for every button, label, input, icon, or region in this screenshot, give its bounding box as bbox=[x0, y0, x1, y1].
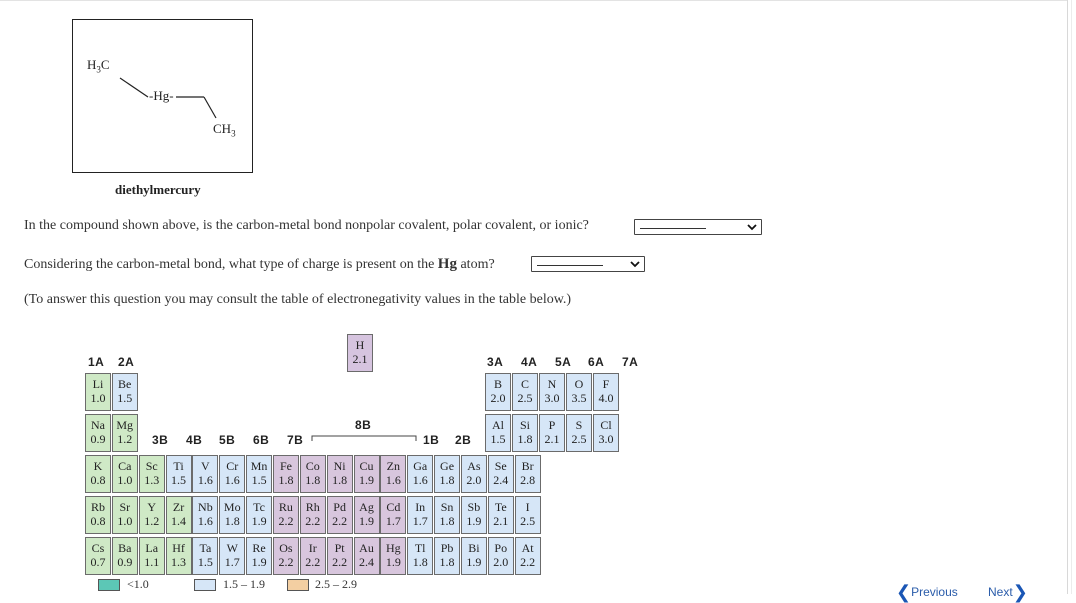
element-cell-fe bbox=[273, 455, 299, 493]
element-cell-li bbox=[85, 373, 111, 411]
element-cell-os bbox=[273, 537, 299, 575]
element-symbol: N bbox=[547, 377, 557, 391]
element-symbol: Rh bbox=[305, 500, 320, 514]
element-symbol: Pt bbox=[334, 541, 345, 555]
element-electronegativity: 1.7 bbox=[412, 514, 428, 528]
next-label: Next bbox=[988, 585, 1013, 599]
question-2-text bbox=[24, 256, 495, 273]
element-symbol: Sc bbox=[145, 459, 158, 473]
element-cell-k bbox=[85, 455, 111, 493]
molecule-caption: diethylmercury bbox=[115, 182, 201, 197]
element-symbol: Fe bbox=[279, 459, 292, 473]
molecule-structure-box bbox=[72, 19, 253, 173]
element-cell-ru bbox=[273, 496, 299, 534]
element-electronegativity: 1.9 bbox=[359, 514, 374, 528]
element-symbol: Pd bbox=[333, 500, 346, 514]
group-label-7b: 7B bbox=[287, 433, 304, 447]
group-label-3b: 3B bbox=[152, 433, 169, 447]
element-symbol: F bbox=[602, 377, 610, 391]
element-symbol: Au bbox=[359, 541, 374, 555]
element-symbol: Br bbox=[521, 459, 534, 473]
element-symbol: V bbox=[201, 459, 210, 473]
element-cell-ni bbox=[327, 455, 353, 493]
element-cell-la bbox=[139, 537, 165, 575]
element-cell-mg bbox=[112, 414, 138, 452]
element-cell-hg bbox=[380, 537, 406, 575]
element-symbol: Zn bbox=[386, 459, 401, 473]
legend-label-low: <1.0 bbox=[127, 577, 149, 591]
bond-type-select[interactable] bbox=[634, 219, 762, 235]
element-electronegativity: 0.9 bbox=[117, 555, 133, 569]
element-cell-c bbox=[512, 373, 538, 411]
element-symbol: B bbox=[493, 377, 502, 391]
element-electronegativity: 1.7 bbox=[224, 555, 240, 569]
element-cell-pd bbox=[327, 496, 353, 534]
element-electronegativity: 2.1 bbox=[544, 432, 560, 446]
element-symbol: Na bbox=[91, 418, 105, 432]
element-electronegativity: 2.2 bbox=[332, 555, 348, 569]
element-cell-h bbox=[347, 334, 373, 372]
legend-label-high: 2.5 – 2.9 bbox=[315, 577, 357, 591]
element-electronegativity: 1.6 bbox=[197, 514, 213, 528]
element-electronegativity: 3.0 bbox=[598, 432, 614, 446]
element-symbol: H bbox=[355, 338, 365, 352]
group-label-2b: 2B bbox=[455, 433, 472, 447]
element-electronegativity: 1.8 bbox=[278, 473, 294, 487]
element-symbol: Sb bbox=[467, 500, 481, 514]
element-symbol: Ru bbox=[278, 500, 293, 514]
element-cell-al bbox=[485, 414, 511, 452]
element-cell-mn bbox=[246, 455, 272, 493]
element-cell-te bbox=[488, 496, 514, 534]
element-symbol: C bbox=[520, 377, 529, 391]
select-placeholder-line bbox=[537, 265, 603, 266]
element-symbol: Rb bbox=[90, 500, 105, 514]
element-symbol: Sr bbox=[119, 500, 131, 514]
element-symbol: Co bbox=[305, 459, 320, 473]
question-2-bold: Hg bbox=[437, 256, 457, 272]
element-symbol: Be bbox=[118, 377, 132, 391]
element-cell-ta bbox=[192, 537, 218, 575]
element-symbol: Cr bbox=[226, 459, 239, 473]
element-electronegativity: 1.6 bbox=[197, 473, 213, 487]
question-1-text: In the compound shown above, is the carbon-metal bond nonpolar covalent, polar covalent, or ionic? bbox=[24, 218, 589, 233]
element-symbol: Cu bbox=[359, 459, 374, 473]
element-cell-si bbox=[512, 414, 538, 452]
element-symbol: Pb bbox=[440, 541, 454, 555]
element-electronegativity: 2.5 bbox=[517, 391, 533, 405]
element-electronegativity: 2.8 bbox=[520, 473, 536, 487]
element-electronegativity: 2.2 bbox=[305, 555, 321, 569]
element-symbol: In bbox=[415, 500, 426, 514]
element-cell-sc bbox=[139, 455, 165, 493]
element-electronegativity: 1.5 bbox=[251, 473, 267, 487]
element-symbol: Y bbox=[147, 500, 157, 514]
question-2-text-before: Considering the carbon-metal bond, what type of charge is present on the bbox=[24, 257, 438, 272]
element-symbol: Nb bbox=[198, 500, 213, 514]
element-electronegativity: 1.8 bbox=[439, 514, 455, 528]
element-symbol: I bbox=[525, 500, 530, 514]
mercury-label: -Hg- bbox=[149, 88, 174, 103]
group-label-6b: 6B bbox=[253, 433, 270, 447]
element-electronegativity: 1.6 bbox=[412, 473, 428, 487]
element-cell-cl bbox=[593, 414, 619, 452]
element-electronegativity: 1.5 bbox=[197, 555, 213, 569]
element-cell-v bbox=[192, 455, 218, 493]
element-cell-pb bbox=[434, 537, 460, 575]
element-electronegativity: 2.2 bbox=[278, 514, 294, 528]
element-electronegativity: 0.7 bbox=[90, 555, 106, 569]
element-cell-in bbox=[407, 496, 433, 534]
element-cell-as bbox=[461, 455, 487, 493]
element-symbol: Po bbox=[494, 541, 508, 555]
element-symbol: Li bbox=[92, 377, 104, 391]
element-electronegativity: 1.9 bbox=[385, 555, 401, 569]
element-cell-hf bbox=[166, 537, 192, 575]
element-electronegativity: 1.8 bbox=[517, 432, 533, 446]
select-placeholder-line bbox=[640, 228, 706, 229]
element-cell-b bbox=[485, 373, 511, 411]
chevron-down-icon bbox=[630, 259, 640, 269]
charge-type-select[interactable] bbox=[531, 256, 645, 272]
element-electronegativity: 0.8 bbox=[90, 473, 106, 487]
element-electronegativity: 2.2 bbox=[305, 514, 321, 528]
element-electronegativity: 1.6 bbox=[385, 473, 401, 487]
element-symbol: Ga bbox=[413, 459, 428, 473]
element-symbol: Ge bbox=[440, 459, 455, 473]
group-label-8b: 8B bbox=[355, 418, 372, 432]
question-2-text-after: atom? bbox=[456, 257, 495, 272]
element-electronegativity: 2.2 bbox=[332, 514, 348, 528]
element-symbol: Mo bbox=[223, 500, 241, 514]
element-cell-cs bbox=[85, 537, 111, 575]
element-symbol: Ti bbox=[173, 459, 184, 473]
element-electronegativity: 2.0 bbox=[466, 473, 482, 487]
element-electronegativity: 1.3 bbox=[171, 555, 187, 569]
element-symbol: P bbox=[548, 418, 556, 432]
element-symbol: Mn bbox=[250, 459, 268, 473]
scrollbar-edge bbox=[1071, 0, 1072, 594]
scrollbar-track[interactable] bbox=[1067, 0, 1068, 594]
element-electronegativity: 1.2 bbox=[144, 514, 160, 528]
element-cell-rh bbox=[300, 496, 326, 534]
element-cell-rb bbox=[85, 496, 111, 534]
chevron-left-icon: ❮ bbox=[896, 582, 912, 602]
element-electronegativity: 1.7 bbox=[385, 514, 401, 528]
table-note: (To answer this question you may consult the table of electronegativity values in the table below.) bbox=[24, 292, 572, 307]
group-label-4a: 4A bbox=[521, 355, 538, 369]
element-symbol: Al bbox=[492, 418, 504, 432]
element-electronegativity: 1.5 bbox=[117, 391, 133, 405]
element-symbol: Se bbox=[494, 459, 507, 473]
top-border bbox=[0, 0, 1068, 1]
element-symbol: Ba bbox=[118, 541, 132, 555]
element-cell-sn bbox=[434, 496, 460, 534]
element-electronegativity: 2.4 bbox=[359, 555, 374, 569]
element-electronegativity: 2.0 bbox=[490, 391, 506, 405]
element-electronegativity: 1.9 bbox=[251, 555, 267, 569]
element-electronegativity: 0.8 bbox=[90, 514, 106, 528]
element-electronegativity: 2.2 bbox=[278, 555, 294, 569]
element-electronegativity: 1.9 bbox=[466, 514, 482, 528]
element-symbol: Cd bbox=[386, 500, 401, 514]
element-symbol: As bbox=[467, 459, 481, 473]
group-label-2a: 2A bbox=[118, 355, 135, 369]
element-electronegativity: 1.4 bbox=[171, 514, 187, 528]
element-symbol: Bi bbox=[468, 541, 480, 555]
element-electronegativity: 2.1 bbox=[493, 514, 509, 528]
element-electronegativity: 1.9 bbox=[359, 473, 374, 487]
element-cell-se bbox=[488, 455, 514, 493]
element-symbol: Ca bbox=[118, 459, 132, 473]
element-cell-au bbox=[354, 537, 380, 575]
element-cell-at bbox=[515, 537, 541, 575]
element-cell-po bbox=[488, 537, 514, 575]
element-cell-re bbox=[246, 537, 272, 575]
element-electronegativity: 0.9 bbox=[90, 432, 106, 446]
element-symbol: Ta bbox=[199, 541, 212, 555]
element-electronegativity: 1.5 bbox=[171, 473, 187, 487]
element-cell-zr bbox=[166, 496, 192, 534]
element-cell-bi bbox=[461, 537, 487, 575]
element-electronegativity: 1.5 bbox=[490, 432, 506, 446]
element-electronegativity: 1.1 bbox=[144, 555, 160, 569]
element-cell-ir bbox=[300, 537, 326, 575]
element-symbol: Cs bbox=[91, 541, 105, 555]
group-label-3a: 3A bbox=[487, 355, 504, 369]
element-cell-cr bbox=[219, 455, 245, 493]
element-symbol: Hg bbox=[386, 541, 401, 555]
element-electronegativity: 1.8 bbox=[332, 473, 348, 487]
element-cell-f bbox=[593, 373, 619, 411]
element-symbol: Sn bbox=[440, 500, 454, 514]
legend-swatch-high bbox=[287, 579, 309, 591]
element-cell-ag bbox=[354, 496, 380, 534]
element-cell-p bbox=[539, 414, 565, 452]
element-symbol: Si bbox=[519, 418, 530, 432]
element-symbol: Mg bbox=[116, 418, 134, 432]
element-electronegativity: 1.8 bbox=[439, 473, 455, 487]
element-cell-ca bbox=[112, 455, 138, 493]
group-label-4b: 4B bbox=[186, 433, 203, 447]
legend-swatch-mid bbox=[194, 579, 216, 591]
element-symbol: Re bbox=[252, 541, 266, 555]
element-cell-o bbox=[566, 373, 592, 411]
group-label-7a: 7A bbox=[622, 355, 639, 369]
element-cell-cu bbox=[354, 455, 380, 493]
element-symbol: S bbox=[575, 418, 583, 432]
element-cell-ge bbox=[434, 455, 460, 493]
element-electronegativity: 2.2 bbox=[520, 555, 536, 569]
element-electronegativity: 1.9 bbox=[251, 514, 267, 528]
element-electronegativity: 1.9 bbox=[466, 555, 482, 569]
element-cell-w bbox=[219, 537, 245, 575]
element-symbol: K bbox=[93, 459, 103, 473]
previous-button[interactable] bbox=[896, 582, 958, 603]
element-cell-cd bbox=[380, 496, 406, 534]
element-cell-sr bbox=[112, 496, 138, 534]
element-symbol: W bbox=[226, 541, 238, 555]
element-cell-y bbox=[139, 496, 165, 534]
element-electronegativity: 3.5 bbox=[571, 391, 587, 405]
element-cell-ti bbox=[166, 455, 192, 493]
element-electronegativity: 2.1 bbox=[352, 352, 368, 366]
previous-label: Previous bbox=[911, 585, 958, 599]
element-electronegativity: 3.0 bbox=[544, 391, 560, 405]
8b-bracket bbox=[310, 432, 420, 442]
element-symbol: Ni bbox=[333, 459, 346, 473]
element-cell-zn bbox=[380, 455, 406, 493]
element-symbol: Zr bbox=[172, 500, 185, 514]
element-electronegativity: 2.5 bbox=[520, 514, 536, 528]
element-symbol: La bbox=[145, 541, 159, 555]
element-symbol: Cl bbox=[600, 418, 612, 432]
element-electronegativity: 2.4 bbox=[493, 473, 509, 487]
element-cell-n bbox=[539, 373, 565, 411]
element-cell-sb bbox=[461, 496, 487, 534]
element-symbol: Hf bbox=[172, 541, 185, 555]
group-label-5a: 5A bbox=[555, 355, 572, 369]
element-cell-ba bbox=[112, 537, 138, 575]
legend-label-mid: 1.5 – 1.9 bbox=[223, 577, 265, 591]
next-button[interactable] bbox=[988, 582, 1028, 603]
element-electronegativity: 1.8 bbox=[305, 473, 321, 487]
element-cell-mo bbox=[219, 496, 245, 534]
element-cell-nb bbox=[192, 496, 218, 534]
chevron-right-icon: ❯ bbox=[1012, 582, 1028, 602]
element-electronegativity: 1.2 bbox=[117, 432, 133, 446]
element-electronegativity: 1.0 bbox=[117, 473, 133, 487]
element-symbol: Os bbox=[279, 541, 293, 555]
element-electronegativity: 1.3 bbox=[144, 473, 160, 487]
element-cell-ga bbox=[407, 455, 433, 493]
chevron-down-icon bbox=[747, 222, 757, 232]
group-label-5b: 5B bbox=[219, 433, 236, 447]
element-electronegativity: 2.0 bbox=[493, 555, 509, 569]
element-electronegativity: 1.6 bbox=[224, 473, 240, 487]
element-electronegativity: 4.0 bbox=[598, 391, 614, 405]
element-electronegativity: 1.8 bbox=[412, 555, 428, 569]
element-electronegativity: 1.8 bbox=[224, 514, 240, 528]
element-cell-na bbox=[85, 414, 111, 452]
legend-swatch-low bbox=[98, 579, 120, 591]
methyl-left-label: $H_3C$ bbox=[87, 57, 110, 75]
group-label-1b: 1B bbox=[423, 433, 440, 447]
element-electronegativity: 1.0 bbox=[117, 514, 133, 528]
group-label-6a: 6A bbox=[588, 355, 605, 369]
element-symbol: Ir bbox=[308, 541, 317, 555]
element-cell-s bbox=[566, 414, 592, 452]
element-electronegativity: 2.5 bbox=[571, 432, 587, 446]
element-cell-br bbox=[515, 455, 541, 493]
element-symbol: At bbox=[521, 541, 534, 555]
element-electronegativity: 1.8 bbox=[439, 555, 455, 569]
element-cell-co bbox=[300, 455, 326, 493]
element-cell-pt bbox=[327, 537, 353, 575]
methyl-right-label: $CH_3$ bbox=[213, 121, 236, 139]
element-electronegativity: 1.0 bbox=[90, 391, 106, 405]
element-symbol: Tc bbox=[253, 500, 265, 514]
element-symbol: Te bbox=[494, 500, 507, 514]
group-label-1a: 1A bbox=[88, 355, 105, 369]
element-cell-be bbox=[112, 373, 138, 411]
element-symbol: O bbox=[574, 377, 584, 391]
element-cell-tc bbox=[246, 496, 272, 534]
element-symbol: Ag bbox=[359, 500, 374, 514]
element-cell-i bbox=[515, 496, 541, 534]
element-symbol: Tl bbox=[414, 541, 426, 555]
element-cell-tl bbox=[407, 537, 433, 575]
